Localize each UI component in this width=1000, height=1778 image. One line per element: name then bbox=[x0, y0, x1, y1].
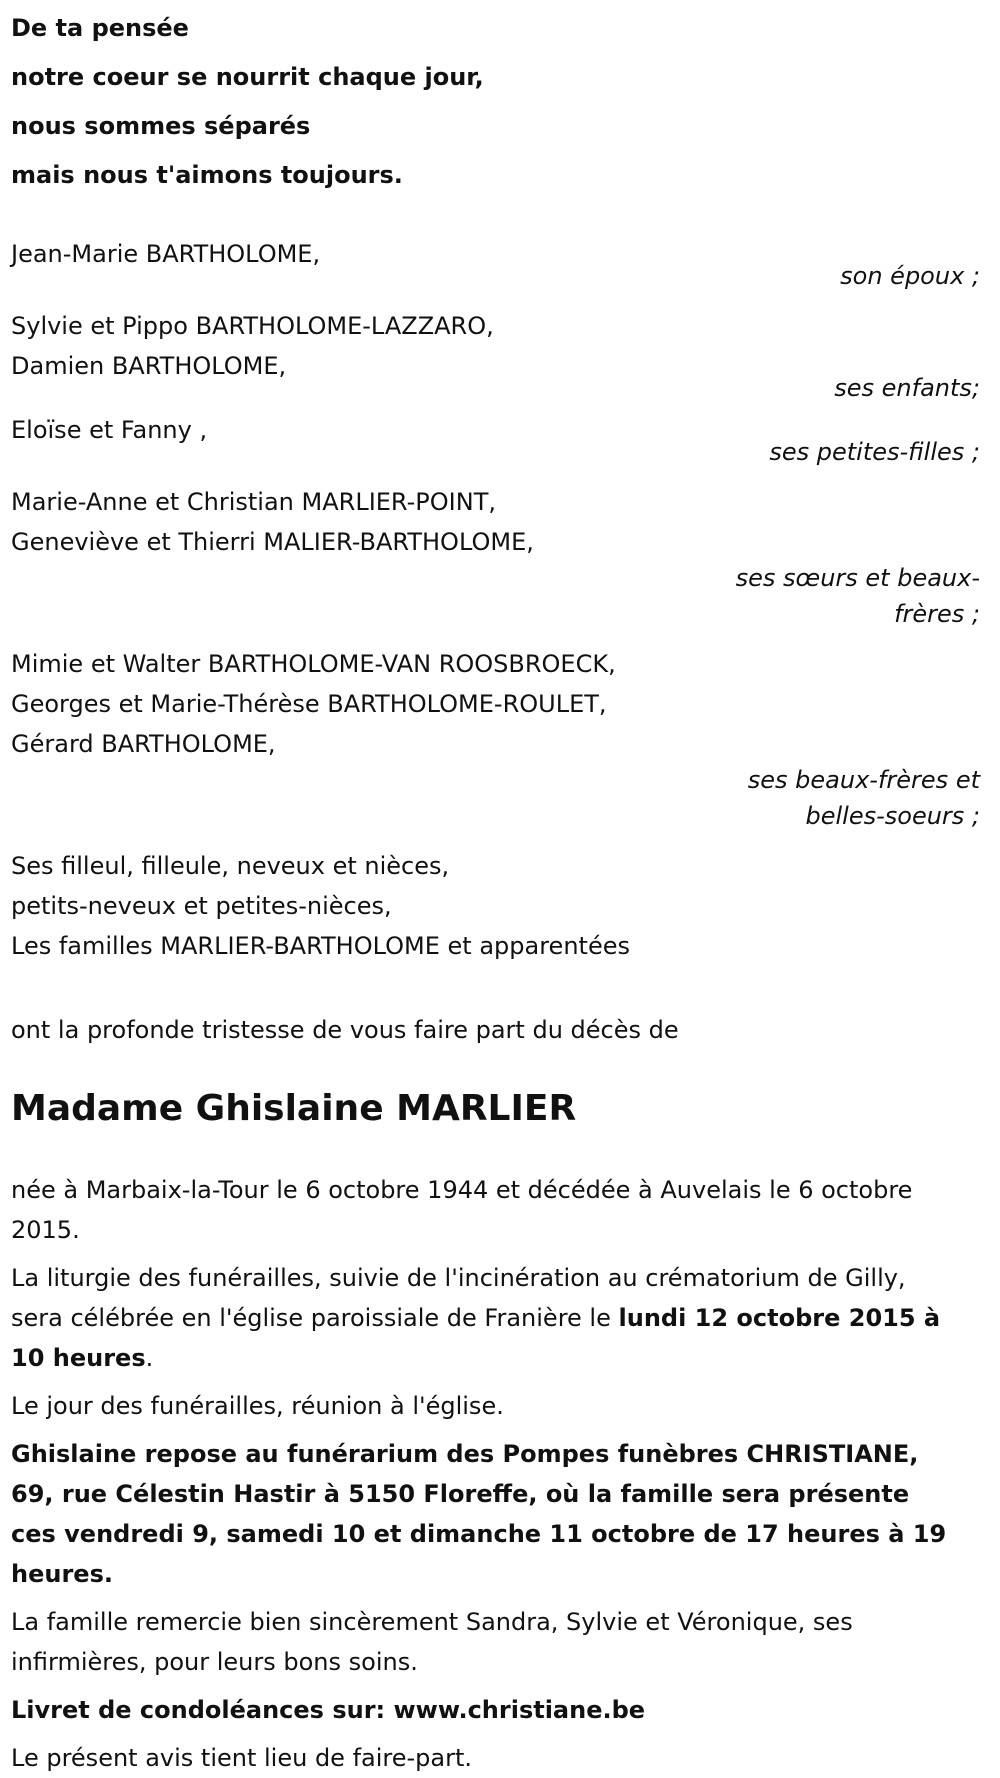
family-group-extended bbox=[11, 846, 980, 966]
deceased-name: Madame Ghislaine MARLIER bbox=[11, 1088, 577, 1129]
family-name: Gérard BARTHOLOME, bbox=[11, 730, 276, 758]
thanks-text: La famille remercie bien sincèrement Sandra, Sylvie et Véronique, ses infirmières, pour leurs bons soins. bbox=[11, 1608, 853, 1676]
family-name: Georges et Marie-Thérèse BARTHOLOME-ROULET, bbox=[11, 690, 607, 718]
family-group-children bbox=[11, 306, 980, 408]
family-relation-line: ses sœurs et beaux- bbox=[735, 564, 980, 592]
poem bbox=[11, 0, 980, 200]
family-relation-line: ses beaux-frères et bbox=[747, 766, 980, 794]
family-relation bbox=[730, 760, 980, 836]
family-relation: ses petites-filles ; bbox=[769, 438, 980, 466]
family-name: Jean-Marie BARTHOLOME, bbox=[11, 240, 321, 268]
family-group-in-laws bbox=[11, 644, 980, 836]
liturgy-text-post: . bbox=[145, 1344, 154, 1372]
family-relation bbox=[730, 558, 980, 634]
family-relation: ses enfants; bbox=[834, 374, 980, 402]
liturgy-date: lundi 12 octobre 2015 à 10 heures bbox=[11, 1304, 941, 1372]
family-relation-line: frères ; bbox=[894, 600, 980, 628]
notice-text: Le présent avis tient lieu de faire-part. bbox=[11, 1744, 473, 1772]
birth-death-text: née à Marbaix-la-Tour le 6 octobre 1944 et décédée à Auvelais le 6 octobre 2015. bbox=[11, 1176, 913, 1244]
family-name: Marie-Anne et Christian MARLIER-POINT, bbox=[11, 488, 496, 516]
condolences-text: Livret de condoléances sur: www.christiane.be bbox=[11, 1696, 646, 1724]
announcement: ont la profonde tristesse de vous faire part du décès de bbox=[11, 1016, 679, 1044]
poem-line: mais nous t'aimons toujours. bbox=[11, 161, 403, 189]
family-group-granddaughters bbox=[11, 410, 980, 472]
poem-line: notre coeur se nourrit chaque jour, bbox=[11, 63, 484, 91]
family-group-spouse bbox=[11, 234, 980, 296]
family-name: Geneviève et Thierri MALIER-BARTHOLOME, bbox=[11, 528, 534, 556]
family-name: petits-neveux et petites-nièces, bbox=[11, 892, 392, 920]
poem-line: nous sommes séparés bbox=[11, 112, 311, 140]
family-relation-line: belles-soeurs ; bbox=[805, 802, 980, 830]
family-name: Damien BARTHOLOME, bbox=[11, 352, 287, 380]
family-group-siblings bbox=[11, 482, 980, 634]
family-name: Eloïse et Fanny , bbox=[11, 416, 208, 444]
family-name: Les familles MARLIER-BARTHOLOME et apparentées bbox=[11, 932, 630, 960]
family-name: Sylvie et Pippo BARTHOLOME-LAZZARO, bbox=[11, 312, 494, 340]
meeting-text: Le jour des funérailles, réunion à l'église. bbox=[11, 1392, 504, 1420]
family-relation: son époux ; bbox=[840, 262, 980, 290]
family-list bbox=[11, 234, 980, 966]
funerarium-text: Ghislaine repose au funérarium des Pompes funèbres CHRISTIANE, 69, rue Célestin Hastir à 5150 Floreffe, où la famille sera présente ces vendredi 9, samedi 10 et dimanche 11 octobre de 17 heures à 19 heures. bbox=[11, 1440, 947, 1588]
poem-line: De ta pensée bbox=[11, 14, 189, 42]
funeral-details bbox=[11, 1170, 980, 1778]
family-name: Mimie et Walter BARTHOLOME-VAN ROOSBROECK, bbox=[11, 650, 616, 678]
liturgy-text-pre: La liturgie des funérailles, suivie de l'incinération au crématorium de Gilly, sera célébrée en l'église paroissiale de Franière le bbox=[11, 1264, 906, 1332]
liturgy-text bbox=[11, 1258, 980, 1378]
family-name: Ses filleul, filleule, neveux et nièces, bbox=[11, 852, 450, 880]
